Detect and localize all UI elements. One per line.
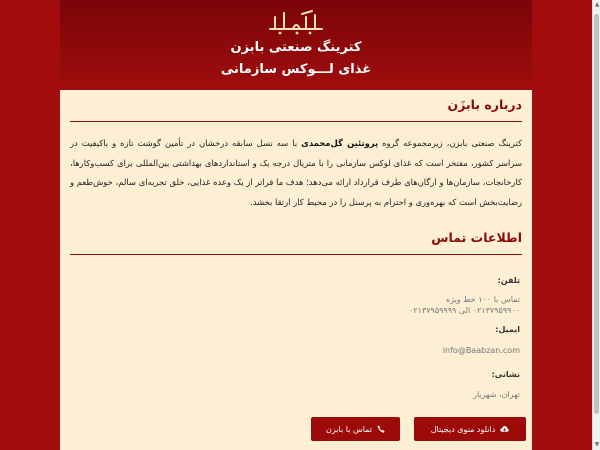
brand-logo: [60, 9, 532, 35]
about-highlight: پروتئین گل‌محمدی: [301, 138, 379, 148]
download-menu-label: دانلود منوی دیجیتال: [430, 424, 496, 434]
phone-description: تماس با ۱۰۰ خط ویژه: [445, 295, 520, 304]
header-title: کترینگ صنعتی بابزن: [230, 40, 362, 55]
business-card: [60, 0, 532, 450]
email-label: ایمیل:: [495, 325, 520, 334]
email-link[interactable]: info@Baabzan.com: [442, 346, 520, 355]
logo-calligraphy-icon: [266, 9, 326, 35]
about-paragraph: [70, 134, 522, 212]
scrollbar-thumb[interactable]: [594, 14, 599, 414]
cloud-download-icon: [500, 425, 509, 433]
contact-title: اطلاعات تماس: [431, 230, 522, 245]
phone-label: تلفن:: [497, 276, 520, 285]
about-divider: [70, 121, 522, 122]
contact-button-label: تماس با بابزن: [326, 424, 372, 434]
about-text-start: کترینگ صنعتی بابزن، زیرمجموعه گروه: [378, 138, 522, 148]
contact-button[interactable]: [311, 417, 400, 441]
phone-numbers[interactable]: ۰۲۱۳۷۹۵۹۹۰۰ الی ۰۲۱۳۷۹۵۹۹۹۹: [409, 306, 520, 315]
scroll-up-arrow-icon[interactable]: ▲: [594, 1, 600, 8]
address-value: تهران، شهریار: [473, 390, 520, 399]
header-subtitle: غذای لـــوکس سازمانی: [220, 62, 372, 77]
phone-icon: [377, 425, 385, 433]
download-menu-button[interactable]: [414, 417, 526, 441]
address-label: نشانی:: [491, 370, 520, 379]
scroll-down-arrow-icon[interactable]: ▼: [594, 441, 600, 448]
about-text-end: با سه نسل سابقه درخشان در تأمین گوشت تازه و باکیفیت در سراسر کشور، مفتخر است که غذای لوکس سازمانی را با متریال درجه یک و استانداردهای بهداشتی بین‌المللی برای کسب‌وکارها، کارخانجات، سازمان‌ها و ارگان‌های طرف قرارداد ارائه می‌دهد؛ هدف ما فراتر از یک وعده غذایی، خلق تجربه‌ای سالم، خوش‌طعم و رضایت‌بخش است که بهره‌وری و احترام به پرسنل را در محیط کار ارتقا بخشد.: [70, 138, 522, 207]
about-title: درباره بابزَن: [447, 97, 522, 112]
header-banner: [60, 0, 532, 90]
page-scrollbar[interactable]: [592, 0, 600, 450]
contact-divider: [70, 254, 522, 255]
